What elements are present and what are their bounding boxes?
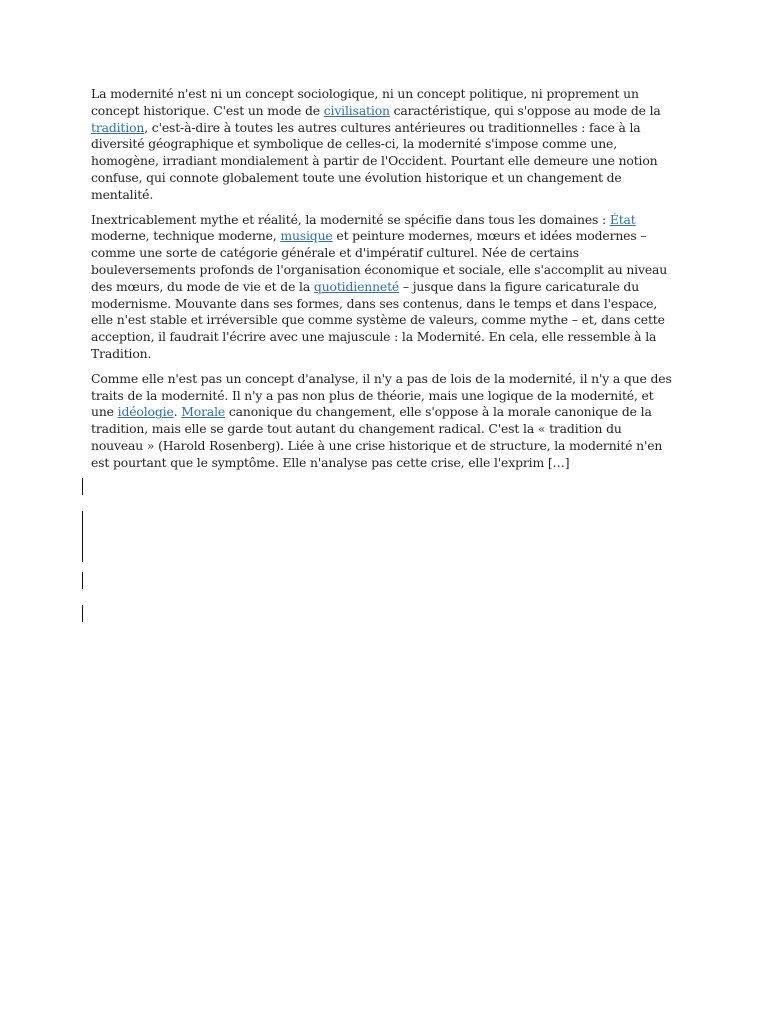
link-etat[interactable]: État bbox=[609, 211, 636, 227]
text-segment: moderne, technique moderne, bbox=[91, 228, 281, 244]
text-cursor-marker bbox=[82, 572, 83, 589]
text-cursor-marker bbox=[82, 511, 83, 528]
text-segment: Inextricablement mythe et réalité, la modernité se spécifie dans tous les domaines : bbox=[91, 211, 610, 227]
text-segment: . bbox=[173, 404, 182, 420]
link-civilisation[interactable]: civilisation bbox=[323, 102, 390, 118]
text-segment: La modernité n'est ni un concept sociologique, ni un concept politique, ni proprement un concept historique. C'est un mode de bbox=[91, 86, 639, 118]
link-tradition[interactable]: tradition bbox=[91, 119, 145, 135]
paragraph-2 bbox=[91, 212, 675, 363]
text-segment: , c'est-à-dire à toutes les autres cultures antérieures ou traditionnelles : face à la diversité géographique et symbolique de celles-ci, la modernité s'impose comme une, homogène, irradiant mondialement à partir de l'Occident. Pourtant elle demeure une notion confuse, qui connote globalement toute une évolution historique et un changement de mentalité. bbox=[91, 119, 658, 202]
text-cursor-marker bbox=[82, 478, 83, 495]
text-segment: et peinture modernes, mœurs et idées modernes – comme une sorte de catégorie générale et d'impératif culturel. Née de certains bouleversements profonds de l'organisation économique et sociale, elle s'accomplit au niveau des mœurs, du mode de vie et de la bbox=[91, 228, 668, 294]
document-body bbox=[91, 86, 675, 480]
paragraph-3 bbox=[91, 371, 675, 472]
text-cursor-marker bbox=[82, 528, 83, 545]
text-segment: – jusque dans la figure caricaturale du modernisme. Mouvante dans ses formes, dans ses contenus, dans le temps et dans l'espace, elle n'est stable et irréversible que comme système de valeurs, comme mythe – et, dans cette acception, il faudrait l'écrire avec une majuscule : la Modernité. En cela, elle ressemble à la Tradition. bbox=[91, 278, 665, 361]
link-ideologie[interactable]: idéologie bbox=[117, 404, 174, 420]
text-cursor-marker bbox=[82, 545, 83, 562]
text-cursor-marker bbox=[82, 605, 83, 622]
link-morale[interactable]: Morale bbox=[181, 404, 226, 420]
text-segment: Comme elle n'est pas un concept d'analyse, il n'y a pas de lois de la modernité, il n'y a que des traits de la modernité. Il n'y a pas non plus de théorie, mais une logique de la modernité, et une bbox=[91, 370, 672, 420]
paragraph-1 bbox=[91, 86, 675, 204]
link-quotidiennete[interactable]: quotidienneté bbox=[313, 278, 400, 294]
text-segment: canonique du changement, elle s'oppose à la morale canonique de la tradition, mais elle se garde tout autant du changement radical. C'est la « tradition du nouveau » (Harold Rosenberg). Liée à une crise historique et de structure, la modernité n'en est pourtant que le symptôme. Elle n'analyse pas cette crise, elle l'exprim […] bbox=[91, 404, 663, 470]
link-musique[interactable]: musique bbox=[280, 228, 333, 244]
text-segment: caractéristique, qui s'oppose au mode de la bbox=[389, 102, 661, 118]
